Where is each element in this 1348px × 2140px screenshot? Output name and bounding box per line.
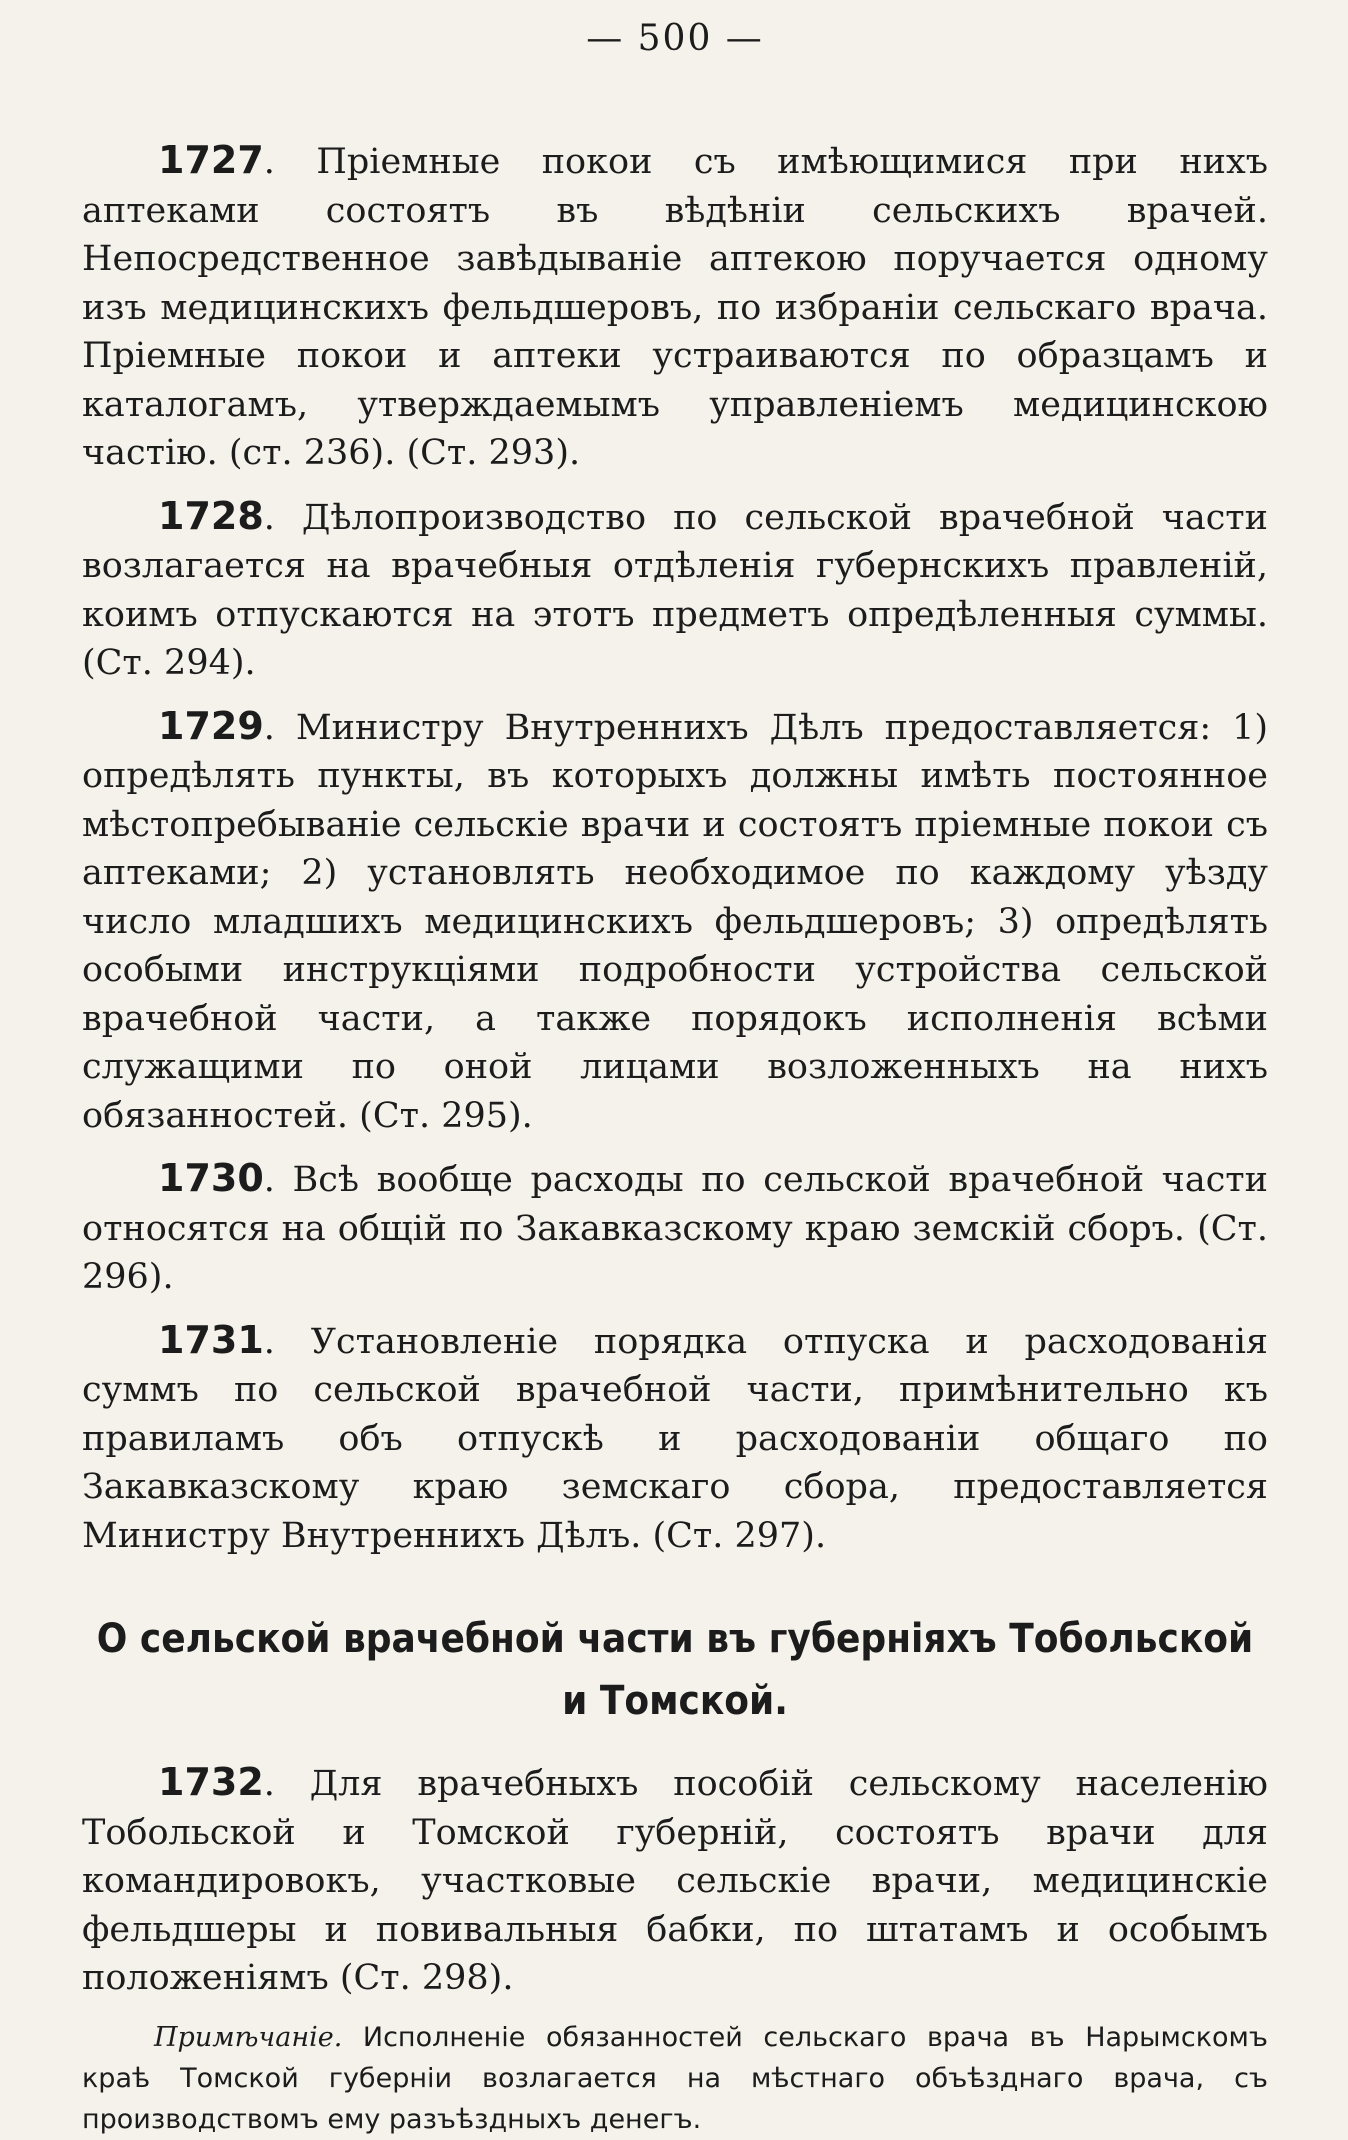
article-text: . Всѣ вообще расходы по сельской врачебной части относятся на общій по Закавказскому краю земскій сборъ. (Ст. 296). xyxy=(82,1160,1268,1297)
article-text: . Дѣлопроизводство по сельской врачебной части возлагается на врачебныя отдѣленія губернскихъ правленій, коимъ отпускаются на этотъ предметъ опредѣленныя суммы. (Ст. 294). xyxy=(82,497,1268,683)
article-1731 xyxy=(82,1316,1268,1561)
article-text: . Министру Внутреннихъ Дѣлъ предоставляется: 1) опредѣлять пункты, въ которыхъ должны имѣть постоянное мѣстопребываніе сельскіе врачи и состоятъ пріемные покои съ аптеками; 2) установлять необходимое по каждому уѣзду число младшихъ медицинскихъ фельдшеровъ; 3) опредѣлять особыми инструкціями подробности устройства сельской врачебной части, а также порядокъ исполненія всѣми служащими по оной лицами возложенныхъ на нихъ обязанностей. (Ст. 295). xyxy=(82,707,1268,1136)
section-heading-line-2: и Томской. xyxy=(562,1678,788,1724)
article-text: . Пріемные покои съ имѣющимися при нихъ аптеками состоятъ въ вѣдѣніи сельскихъ врачей. Непосредственное завѣдываніе аптекою поручается одному изъ медицинскихъ фельдшеровъ, по избраніи сельскаго врача. Пріемные покои и аптеки устраиваются по образцамъ и каталогамъ, утверждаемымъ управленіемъ медицинскою частію. (ст. 236). (Ст. 293). xyxy=(82,142,1268,473)
page-number: — 500 — xyxy=(586,18,764,59)
section-heading xyxy=(82,1608,1268,1732)
article-1728 xyxy=(82,492,1268,688)
article-number: 1728 xyxy=(158,493,264,538)
body-text xyxy=(82,136,1268,2140)
article-number: 1730 xyxy=(158,1156,264,1200)
article-number: 1729 xyxy=(158,703,264,748)
note-text: Исполненіе обязанностей сельскаго врача въ Нарымскомъ краѣ Томской губерніи возлагается на мѣстнаго объѣзднаго врача, съ производствомъ ему разъѣздныхъ денегъ. xyxy=(82,2021,1268,2135)
note xyxy=(82,2017,1268,2140)
article-1729 xyxy=(82,702,1268,1141)
article-1727 xyxy=(82,136,1268,478)
article-text: . Установленіе порядка отпуска и расходованія суммъ по сельской врачебной части, примѣнительно къ правиламъ объ отпускѣ и расходованіи общаго по Закавказскому краю земскаго сбора, предоставляется Министру Внутреннихъ Дѣлъ. (Ст. 297). xyxy=(82,1321,1268,1556)
document-page xyxy=(82,0,1268,2135)
article-number: 1732 xyxy=(158,1760,264,1804)
note-label: Примѣчаніе. xyxy=(154,2021,343,2053)
article-text: . Для врачебныхъ пособій сельскому населенію Тобольской и Томской губерній, состоятъ врачи для командировокъ, участковые сельскіе врачи, медицинскіе фельдшеры и повивальныя бабки, по штатамъ и особымъ положеніямъ (Ст. 298). xyxy=(82,1764,1268,1998)
article-number: 1731 xyxy=(158,1317,264,1362)
article-number: 1727 xyxy=(158,138,264,182)
section-heading-line-1: О сельской врачебной части въ губерніяхъ Тобольской xyxy=(96,1616,1254,1662)
article-1730 xyxy=(82,1154,1268,1302)
article-1732 xyxy=(82,1758,1268,2003)
